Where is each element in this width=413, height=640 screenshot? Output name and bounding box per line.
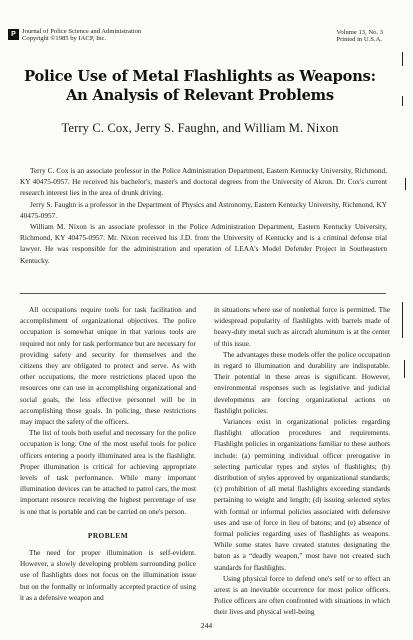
body-paragraph: All occupations require tools for task facilitation and accomplishment of organizational objectives. The police occupation is somewhat unique in that various tools are required not only for task performance but are necessary for providing safety and security for themselves and the citizens they are obligated to protect and serve. As with other occupations, the more restrictions placed upon the resources one can use in accomplishing organizational and social goals, the less effective personnel will be in accomplishing those goals. In policing, these restrictions may impact the safety of the officers. <box>20 305 196 427</box>
journal-info <box>22 28 141 43</box>
body-paragraph: The advantages these models offer the police occupation in regard to illumination and durability are indisputable. Their potential in these areas is significant. However, environmental responses such as legislative and judicial developments are forcing organizational actions on flashlight policies. <box>214 349 390 415</box>
body-column-left <box>20 304 196 603</box>
scan-mark <box>402 52 403 66</box>
author-bio: William M. Nixon is an associate professor in the Police Administration Department, Eastern Kentucky University, Richmond, KY 40475-0957. Mr. Nixon received his J.D. from the University of Kentucky and is a criminal defense trial lawyer. He was responsible for the administration and operation of LEAA's Model Defender Project in Southeastern Kentucky. <box>20 222 387 265</box>
body-paragraph: Variances exist in organizational policies regarding flashlight allocation procedures and requirements. Flashlight policies in organizations familiar to these authors include: (a) permitting individual officer prerogative in selecting particular types and styles of flashlights; (b) distribution of styles approved by organizational standards; (c) prohibition of all metal flashlights exceeding standards pertaining to weight and length; (d) issuing selected styles with formal or informal policies associated with defensive uses and use of force in lieu of batons; and (e) absence of formal policies regarding uses of flashlights as weapons. While some states have created statutes designating the baton as a “deadly weapon,” most have not created such standards for flashlights. <box>214 417 390 572</box>
body-column-right <box>214 304 390 618</box>
body-paragraph: The list of tools both useful and necessary for the police occupation is long. One of the most useful tools for police officers entering a poorly illuminated area is the flashlight. Proper illumination is critical for achieving appropriate levels of task performance. While many important illumination devices can be attached to patrol cars, the most important resource receiving the highest percentage of use is one that is portable and can be carried on one's person. <box>20 428 196 516</box>
author-bio: Terry C. Cox is an associate professor in the Police Administration Department, Eastern Kentucky University, Richmond, KY 40475-0957. He received his bachelor's, master's and doctoral degrees from the University of Akron. Dr. Cox's current research interest lies in the area of drunk driving. <box>20 166 387 198</box>
section-divider <box>20 293 386 294</box>
article-title-line-2: An Analysis of Relevant Problems <box>66 87 334 104</box>
volume-info <box>336 29 383 44</box>
journal-title: Journal of Police Science and Administration <box>22 28 142 35</box>
scan-mark <box>404 360 405 378</box>
scan-mark <box>405 178 406 190</box>
volume-number: Volume 13, No. 3 <box>336 29 383 36</box>
body-paragraph: Using physical force to defend one's self or to effect an arrest is an inevitable occurrence for most police officers. Police officers are often confronted with situations in which their lives and physical well-being <box>214 573 390 617</box>
printed-in: Printed in U.S.A. <box>336 36 383 44</box>
page-number: 244 <box>200 621 213 630</box>
scan-mark <box>402 302 403 338</box>
author-bio: Jerry S. Faughn is a professor in the Department of Physics and Astronomy, Eastern Kentucky University, Richmond, KY 40475-0957. <box>20 199 387 220</box>
journal-logo: P <box>8 29 19 40</box>
author-bios <box>20 165 387 266</box>
journal-copyright: Copyright ©1985 by IACP, Inc. <box>22 35 107 43</box>
section-heading: PROBLEM <box>87 530 129 540</box>
scan-mark <box>402 96 403 106</box>
article-title-line-1: Police Use of Metal Flashlights as Weapons: <box>24 68 376 85</box>
article-authors: Terry C. Cox, Jerry S. Faughn, and William M. Nixon <box>61 121 339 135</box>
body-paragraph-continued: in situations where use of nonlethal force is permitted. The widespread popularity of flashlights with barrels made of heavy-duty metal such as aircraft aluminum is at the center of this issue. <box>214 305 390 348</box>
article-title <box>20 67 380 105</box>
body-paragraph: The need for proper illumination is self-evident. However, a slowly developing problem surrounding police use of flashlights does not focus on the illumination issue but on the formally or informally accepted practice of using it as a defensive weapon and <box>20 548 196 602</box>
